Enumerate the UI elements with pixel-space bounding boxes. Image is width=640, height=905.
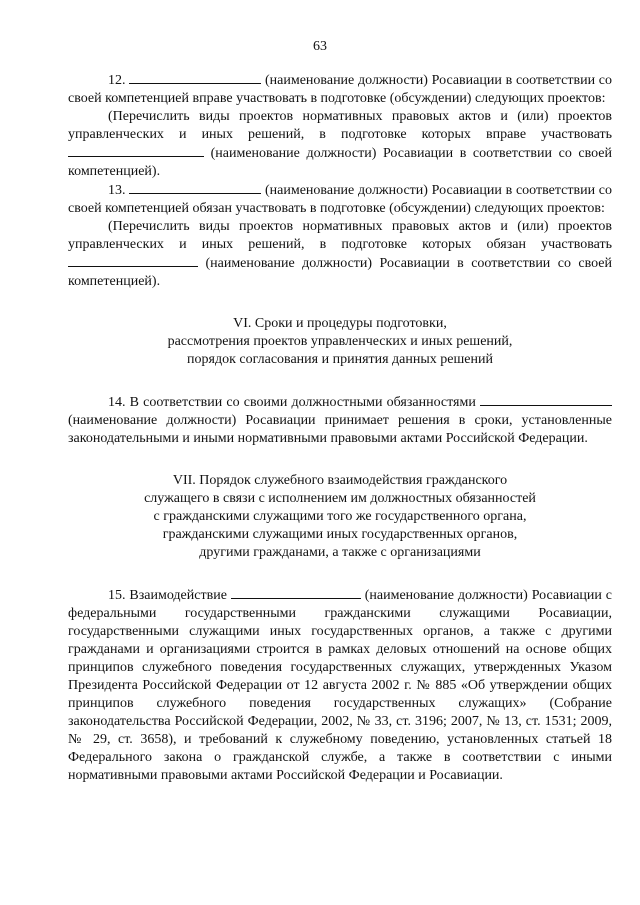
fill-in-blank[interactable] [129, 71, 261, 84]
paragraph-15-text-a: 15. Взаимодействие [108, 588, 227, 603]
paragraph-12-instruction-text-b: (наименование должности) Росавиации в соответствии со своей компетенцией). [68, 146, 613, 179]
paragraph-13-text: (наименование должности) Росавиации в соответствии со своей компетенцией обязан участвовать в подготовке (обсуждении) следующих проектов: [68, 183, 613, 216]
fill-in-blank[interactable] [68, 254, 198, 267]
fill-in-blank[interactable] [68, 144, 204, 157]
paragraph-12-number: 12. [108, 73, 126, 88]
fill-in-blank[interactable] [231, 586, 361, 599]
section-7-heading-line: служащего в связи с исполнением им должностных обязанностей [144, 491, 536, 506]
paragraph-12-instruction-text-a: (Перечислить виды проектов нормативных правовых актов и (или) проектов управленческих и иных решений, в подготовке которых вправе участвовать [68, 109, 612, 142]
page-number: 63 [313, 39, 327, 54]
paragraph-13 [68, 181, 612, 218]
paragraph-14 [68, 393, 612, 448]
document-body [68, 71, 612, 785]
paragraph-14-text-a: 14. В соответствии со своими должностными обязанностями [108, 395, 476, 410]
section-6-heading-line: порядок согласования и принятия данных решений [187, 352, 493, 367]
paragraph-13-number: 13. [108, 183, 126, 198]
section-7-heading-line: VII. Порядок служебного взаимодействия гражданского [172, 473, 508, 488]
fill-in-blank[interactable] [129, 181, 261, 194]
fill-in-blank[interactable] [480, 393, 612, 406]
section-6-heading [68, 315, 612, 369]
paragraph-13-instruction-text-b: (наименование должности) Росавиации в соответствии со своей компетенцией). [68, 256, 613, 289]
paragraph-13-instruction-text-a: (Перечислить виды проектов нормативных правовых актов и (или) проектов управленческих и иных решений, в подготовке которых обязан участвовать [68, 219, 612, 252]
section-7-heading-line: гражданскими служащими иных государственных органов, [162, 527, 518, 542]
section-7-heading-line: другими гражданами, а также с организациями [199, 545, 481, 560]
paragraph-13-instruction [68, 218, 612, 291]
paragraph-14-text-b: (наименование должности) Росавиации принимает решения в сроки, установленные законодательными и иными нормативными правовыми актами Российской Федерации. [68, 413, 612, 446]
paragraph-15-text-b: (наименование должности) Росавиации с федеральными государственными гражданскими служащими Росавиации, государственными служащими иных государственных органов, а также с другими гражданами и организациями строится в рамках деловых отношений на основе общих принципов служебного поведения государственных служащих, утвержденных Указом Президента Российской Федерации от 12 августа 2002 г. № 885 «Об утверждении общих принципов служебного поведения государственных служащих» (Собрание законодательства Российской Федерации, 2002, № 33, ст. 3196; 2007, № 13, ст. 1531; 2009, № 29, ст. 3658), и требований к служебному поведению, установленных статьей 18 Федерального закона о гражданской службе, а также в соответствии с иными нормативными правовыми актами Российской Федерации и Росавиации. [68, 588, 612, 783]
section-7-heading [68, 472, 612, 562]
section-6-heading-line: VI. Сроки и процедуры подготовки, [233, 316, 447, 331]
paragraph-12-instruction [68, 108, 612, 181]
paragraph-15 [68, 586, 612, 785]
paragraph-12 [68, 71, 612, 108]
section-7-heading-line: с гражданскими служащими того же государственного органа, [153, 509, 527, 524]
paragraph-12-text: (наименование должности) Росавиации в соответствии со своей компетенцией вправе участвовать в подготовке (обсуждении) следующих проектов: [68, 73, 613, 106]
section-6-heading-line: рассмотрения проектов управленческих и иных решений, [167, 334, 513, 349]
